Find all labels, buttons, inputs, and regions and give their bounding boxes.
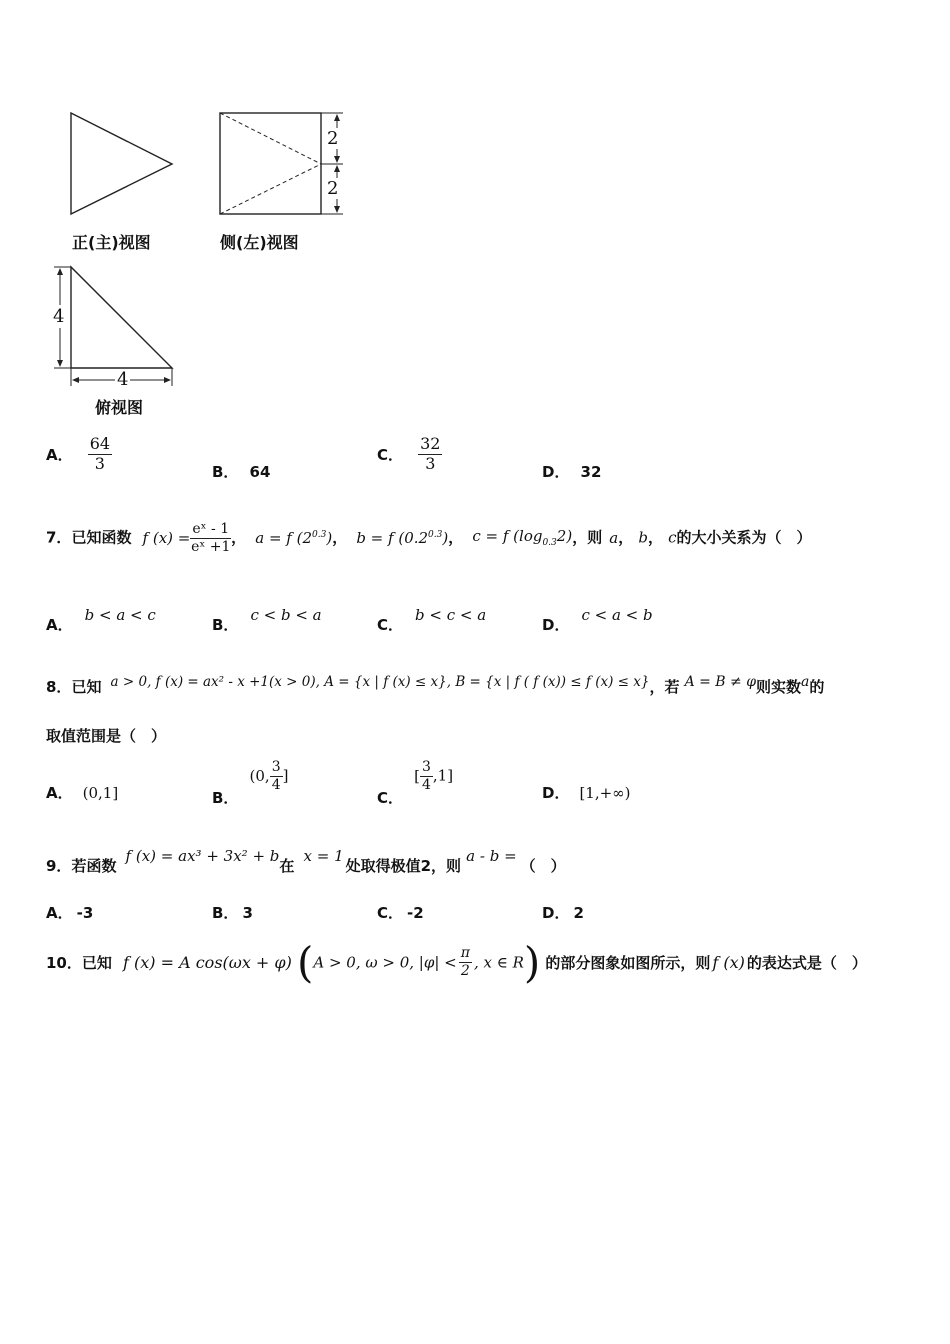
c-expr: c = f (log bbox=[472, 526, 543, 545]
option-value: 32 bbox=[580, 463, 602, 481]
option-label: B． bbox=[212, 463, 239, 481]
option-label: C． bbox=[377, 445, 404, 464]
front-view-triangle bbox=[71, 113, 172, 214]
q8-expression: a > 0, f (x) = ax² - x +1(x > 0), A = {x | f (x) ≤ x}, B = {x | f ( f (x)) ≤ f (x) ≤ x} bbox=[110, 674, 650, 690]
q8-option-d[interactable]: D． [1,+∞) bbox=[542, 784, 631, 802]
stem-text: 已知函数 bbox=[71, 528, 132, 547]
q8-stem: 8．已知 a > 0, f (x) = ax² - x +1(x > 0), A = {x | f (x) ≤ x}, B = {x | f ( f (x)) ≤ f (x) ≤ x}，若 A = B ≠ φ则实数a的 bbox=[46, 674, 825, 696]
q7-stem: 7．已知函数 f (x) = $\frac{\text{eˣ - 1}}{\text{eˣ +1}}$ ， a = f $(2^{0.3})$， b = f $(0.2^{0.3})$， c = f $(\log_{0.3}2)$，则 a， b， c的大小关系为（ ） bbox=[46, 521, 812, 555]
q8-stem-line2: 取值范围是（ ） bbox=[46, 727, 167, 745]
side-dim-bottom: 2 bbox=[327, 178, 339, 199]
q6-option-c[interactable] bbox=[377, 436, 442, 473]
q9-option-a[interactable]: A． -3 bbox=[46, 904, 94, 922]
top-view-triangle bbox=[71, 267, 172, 368]
option-label: D． bbox=[542, 463, 570, 481]
function-lhs: f (x) = bbox=[142, 528, 191, 547]
option-value: 64 bbox=[249, 463, 271, 481]
q8-option-a[interactable]: A． (0,1] bbox=[46, 784, 119, 802]
option-label: A． bbox=[46, 445, 73, 464]
q9-option-c[interactable]: C． -2 bbox=[377, 904, 424, 922]
q6-option-a[interactable] bbox=[46, 436, 112, 473]
q10-stem: 10．已知 f (x) = A cos(ωx + φ) (A > 0, ω > 0, |φ| < $\frac{\pi}{2}$ , x ∈ R) 的部分图象如图所示，则 f (x) 的表达式是（ ） bbox=[46, 938, 867, 987]
q9-option-d[interactable]: D． 2 bbox=[542, 904, 584, 922]
q9-option-b[interactable]: B． 3 bbox=[212, 904, 253, 922]
q7-option-d[interactable]: D．c < a < b bbox=[542, 606, 653, 634]
fraction: $\frac{32}{3}$ bbox=[420, 434, 441, 473]
side-view-caption: 侧(左)视图 bbox=[220, 233, 299, 252]
top-view-caption: 俯视图 bbox=[95, 398, 144, 417]
three-view-figures bbox=[0, 0, 400, 420]
side-dim-top: 2 bbox=[327, 128, 339, 149]
q7-option-a[interactable]: A．b < a < c bbox=[46, 606, 156, 634]
q9-expression: f (x) = ax³ + 3x² + b bbox=[125, 847, 280, 865]
question-number: 7． bbox=[46, 528, 72, 547]
a-expr: a = f (2 bbox=[255, 528, 313, 547]
b-expr: b = f (0.2 bbox=[356, 528, 429, 547]
question-text: 的大小关系为（ ） bbox=[676, 528, 812, 547]
q8-option-c[interactable]: C． [ $\frac{3}{4}$ ,1] bbox=[377, 759, 454, 807]
q7-option-c[interactable]: C．b < c < a bbox=[377, 606, 487, 634]
side-view-square bbox=[220, 113, 321, 214]
q6-option-b[interactable] bbox=[212, 461, 270, 482]
function-fraction: $\frac{\text{eˣ - 1}}{\text{eˣ +1}}$ bbox=[191, 521, 231, 555]
top-dim-left: 4 bbox=[53, 306, 65, 327]
q7-option-b[interactable]: B．c < b < a bbox=[212, 606, 322, 634]
q8-option-b[interactable]: B． (0, $\frac{3}{4}$ ] bbox=[212, 759, 289, 807]
top-dim-bottom: 4 bbox=[117, 369, 129, 390]
q9-stem: 9．若函数 f (x) = ax³ + 3x² + b在 x = 1处取得极值2，则 a - b =（ ） bbox=[46, 847, 566, 875]
fraction: $\frac{64}{3}$ bbox=[89, 434, 111, 473]
q6-option-d[interactable] bbox=[542, 461, 601, 482]
q10-expression: f (x) = A cos(ωx + φ) bbox=[122, 953, 292, 972]
front-view-caption: 正(主)视图 bbox=[72, 233, 151, 252]
